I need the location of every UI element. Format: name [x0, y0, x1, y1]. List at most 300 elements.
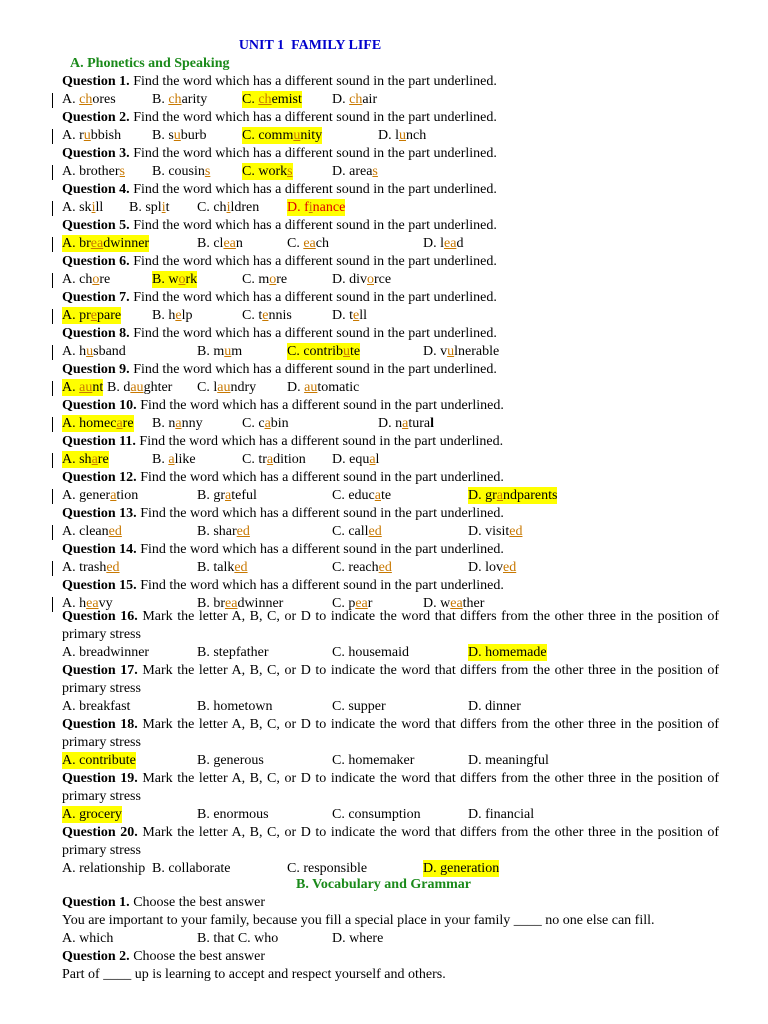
option-c[interactable]: C. supper — [332, 699, 386, 714]
option-b[interactable]: B. that C. who — [197, 931, 279, 946]
question-number: Question 1. — [62, 74, 134, 89]
option-text-part: A. br — [62, 236, 91, 251]
question-instruction: Mark the letter A, B, C, or D to indicate the word that differs from the other three in the position of primary stress — [62, 717, 719, 750]
option-text-part: pare — [97, 308, 122, 323]
option-text-part: ndry — [230, 380, 257, 395]
question-number: Question 5. — [62, 218, 134, 233]
option-text-part: burb — [180, 128, 207, 143]
option-d[interactable] — [468, 559, 516, 576]
option-c[interactable] — [197, 199, 259, 216]
option-text-part: ea — [450, 596, 463, 611]
section-b-heading: B. Vocabulary and Grammar — [296, 877, 472, 892]
option-b[interactable] — [152, 307, 192, 324]
option-text-part: B. cl — [197, 236, 224, 251]
option-text-part: ther — [462, 596, 485, 611]
option-b[interactable] — [197, 559, 248, 576]
question-prompt — [62, 824, 719, 860]
option-text-part: dwinner — [237, 596, 284, 611]
option-text-part: u — [173, 128, 181, 143]
option-text-part: ea — [86, 596, 99, 611]
option-text-part: bin — [270, 416, 289, 431]
option-text-part: air — [362, 92, 378, 107]
option-text-part: au — [217, 380, 231, 395]
option-text-part: l — [375, 452, 380, 467]
margin-change-bar — [52, 489, 53, 504]
option-d[interactable]: D. homemade — [468, 645, 547, 660]
option-d[interactable] — [423, 235, 463, 252]
option-c[interactable] — [332, 487, 391, 504]
option-text-part: arity — [181, 92, 208, 107]
option-b[interactable] — [197, 523, 250, 540]
question-prompt — [62, 770, 719, 806]
option-text-part: u — [83, 128, 91, 143]
option-d[interactable] — [468, 523, 522, 540]
option-text-part: a — [374, 488, 381, 503]
option-b[interactable] — [152, 127, 206, 144]
option-a[interactable] — [62, 487, 138, 504]
option-a[interactable] — [62, 127, 121, 144]
option-text-part: ea — [444, 236, 457, 251]
option-d[interactable] — [378, 415, 434, 432]
option-d[interactable] — [332, 91, 377, 108]
question-prompt — [62, 577, 504, 595]
option-text-part: emist — [271, 92, 302, 107]
option-text-part: re — [122, 416, 134, 431]
option-text-part: re — [99, 272, 111, 287]
question-number: Question 3. — [62, 146, 134, 161]
option-text-part: ed — [509, 524, 523, 539]
option-c[interactable]: C. responsible — [287, 861, 368, 876]
margin-change-bar — [52, 525, 53, 540]
option-text-part: B. — [152, 92, 169, 107]
option-text-part: i — [308, 200, 313, 215]
option-text-part: i — [226, 200, 231, 215]
question-instruction: Find the word which has a different sound in the part underlined. — [133, 254, 497, 269]
option-text-part: dition — [273, 452, 306, 467]
option-c[interactable] — [287, 235, 329, 252]
option-a[interactable] — [62, 163, 125, 180]
option-text-part: C. l — [197, 380, 218, 395]
option-text-part: e — [90, 308, 97, 323]
option-d[interactable] — [332, 307, 367, 324]
option-text-part: C. p — [332, 596, 356, 611]
option-c[interactable] — [242, 127, 322, 144]
option-d[interactable] — [378, 127, 426, 144]
option-text-part: C. c — [242, 416, 265, 431]
margin-change-bar — [52, 597, 53, 612]
question-number: Question 2. — [62, 110, 134, 125]
option-text-part: a — [116, 416, 123, 431]
option-text-part: D. visit — [468, 524, 510, 539]
question-prompt — [62, 253, 497, 271]
question-prompt — [62, 469, 504, 487]
option-d[interactable] — [287, 199, 345, 216]
option-text-part: B. w — [152, 272, 179, 287]
option-c[interactable]: C. homemaker — [332, 753, 415, 768]
margin-change-bar — [52, 237, 53, 252]
question-number: Question 4. — [62, 182, 134, 197]
option-d[interactable]: D. financial — [468, 807, 535, 822]
option-text-part: a — [266, 452, 274, 467]
option-text-part: a — [91, 452, 98, 467]
option-a[interactable] — [62, 199, 103, 216]
option-text-part: ed — [503, 560, 517, 575]
option-text-part: dwinner — [103, 236, 150, 251]
option-c[interactable] — [242, 307, 292, 324]
question-prompt — [62, 505, 504, 523]
margin-change-bar — [52, 345, 53, 360]
option-text-part: A. — [62, 92, 80, 107]
margin-change-bar — [52, 93, 53, 108]
section-a-heading: A. Phonetics and Speaking — [70, 56, 230, 71]
option-text-part: re — [276, 272, 288, 287]
option-text-part: nny — [181, 416, 203, 431]
question-instruction: Find the word which has a different sound in the part underlined. — [140, 470, 504, 485]
question-prompt — [62, 541, 504, 559]
question-prompt — [62, 948, 265, 966]
question-number: Question 17. — [62, 663, 143, 678]
option-d[interactable] — [423, 343, 499, 360]
option-text-part: bbish — [90, 128, 122, 143]
option-text-part: D. equ — [332, 452, 370, 467]
option-text-part: ch — [349, 92, 363, 107]
option-text-part: nance — [312, 200, 346, 215]
option-text-part: B. m — [197, 344, 225, 359]
option-c[interactable]: C. consumption — [332, 807, 421, 822]
margin-change-bar — [52, 417, 53, 432]
option-text-part: d — [456, 236, 464, 251]
option-text-part: s — [287, 164, 293, 179]
option-text-part: ghter — [143, 380, 173, 395]
question-instruction: Find the word which has a different sound in the part underlined. — [133, 182, 497, 197]
option-d[interactable] — [332, 163, 378, 180]
option-a[interactable] — [62, 307, 121, 324]
question-prompt — [62, 289, 497, 307]
question-prompt — [62, 73, 497, 91]
option-b[interactable]: B. hometown — [197, 699, 273, 714]
option-text-part: au — [304, 380, 318, 395]
option-a[interactable] — [62, 559, 120, 576]
question-number: Question 16. — [62, 609, 143, 624]
option-c[interactable] — [242, 271, 287, 288]
option-text-part: C. t — [242, 308, 263, 323]
question-instruction: Choose the best answer — [133, 949, 265, 964]
question-number: Question 8. — [62, 326, 134, 341]
question-number: Question 11. — [62, 434, 140, 449]
question-instruction: Choose the best answer — [133, 895, 265, 910]
question-instruction: Mark the letter A, B, C, or D to indicate the word that differs from the other three in the position of primary stress — [62, 771, 719, 804]
option-a[interactable] — [62, 235, 149, 252]
option-c[interactable] — [242, 451, 306, 468]
question-prompt — [62, 109, 497, 127]
option-text-part: ea — [225, 596, 238, 611]
option-text-part: B. gr — [197, 488, 225, 503]
option-text-part: D. w — [423, 596, 451, 611]
option-text-part: e — [353, 308, 360, 323]
option-c[interactable] — [197, 379, 256, 396]
option-text-part: a — [496, 488, 503, 503]
option-text-part: lnerable — [454, 344, 500, 359]
option-text-part: lp — [181, 308, 193, 323]
option-text-part: A. ch — [62, 272, 93, 287]
question-instruction: Find the word which has a different sound in the part underlined. — [139, 434, 504, 449]
option-text-part: D. gr — [468, 488, 497, 503]
option-text-part: ed — [106, 560, 120, 575]
option-b[interactable] — [152, 415, 203, 432]
option-text-part: o — [178, 272, 186, 287]
option-text-part: A. h — [62, 596, 87, 611]
option-b[interactable] — [197, 487, 257, 504]
option-text-part: ea — [303, 236, 316, 251]
option-d[interactable]: D. generation — [423, 861, 500, 876]
question-prompt — [62, 433, 503, 451]
option-text-part: t — [165, 200, 170, 215]
option-text-part: D. l — [423, 236, 444, 251]
option-text-part: B. n — [152, 416, 176, 431]
margin-change-bar — [52, 273, 53, 288]
option-text-part: re — [97, 452, 109, 467]
option-text-part: u — [399, 128, 406, 143]
option-text-part: tion — [116, 488, 139, 503]
option-text-part: A. h — [62, 344, 87, 359]
margin-change-bar — [52, 165, 53, 180]
option-text-part: i — [91, 200, 96, 215]
question-prompt — [62, 325, 497, 343]
option-text-part: u — [86, 344, 94, 359]
option-text-part: nity — [300, 128, 323, 143]
option-b[interactable] — [107, 379, 172, 396]
option-text-part: vy — [98, 596, 113, 611]
option-text-part: a — [402, 416, 409, 431]
option-a[interactable] — [62, 379, 103, 396]
option-text-part: m — [231, 344, 243, 359]
question-number: Question 12. — [62, 470, 141, 485]
option-b[interactable]: B. enormous — [197, 807, 269, 822]
option-c[interactable] — [332, 523, 382, 540]
option-d[interactable] — [332, 451, 379, 468]
option-text-part: e — [262, 308, 269, 323]
question-prompt — [62, 608, 719, 644]
option-text-part: B. talk — [197, 560, 235, 575]
question-instruction: Find the word which has a different sound in the part underlined. — [133, 362, 497, 377]
option-text-part: ch — [315, 236, 329, 251]
option-a[interactable]: A. grocery — [62, 807, 122, 822]
option-text-part: D. area — [332, 164, 373, 179]
option-text-part: ed — [378, 560, 392, 575]
option-text-part: rk — [185, 272, 198, 287]
option-text-part: s — [204, 164, 211, 179]
question-number: Question 10. — [62, 398, 141, 413]
margin-change-bar — [52, 381, 53, 396]
option-text-part: D. t — [332, 308, 353, 323]
option-text-part: C. call — [332, 524, 369, 539]
option-text-part: C. m — [242, 272, 270, 287]
option-text-part: C. — [242, 92, 259, 107]
option-text-part: ea — [355, 596, 368, 611]
option-c[interactable] — [242, 163, 293, 180]
question-number: Question 6. — [62, 254, 134, 269]
option-a[interactable] — [62, 271, 110, 288]
option-text-part: nch — [406, 128, 427, 143]
option-a[interactable]: A. contribute — [62, 753, 136, 768]
option-c[interactable] — [242, 91, 302, 108]
option-text-part: C. educ — [332, 488, 375, 503]
question-sentence: Part of ____ up is learning to accept and respect yourself and others. — [62, 967, 446, 982]
unit-title: UNIT 1 FAMILY LIFE — [238, 38, 382, 53]
margin-change-bar — [52, 453, 53, 468]
option-text-part: tura — [408, 416, 431, 431]
option-text-part: C. work — [242, 164, 288, 179]
option-text-part: B. — [152, 452, 169, 467]
option-text-part: teful — [231, 488, 257, 503]
question-number: Question 20. — [62, 825, 143, 840]
option-text-part: ch — [79, 92, 93, 107]
option-text-part: ed — [368, 524, 382, 539]
option-text-part: sband — [93, 344, 126, 359]
option-a[interactable] — [62, 343, 126, 360]
question-instruction: Mark the letter A, B, C, or D to indicate the word that differs from the other three in the position of primary stress — [62, 825, 719, 858]
question-prompt — [62, 361, 497, 379]
option-text-part: D. l — [378, 128, 399, 143]
option-a[interactable]: A. which — [62, 931, 114, 946]
option-text-part: D. v — [423, 344, 448, 359]
option-text-part: A. homec — [62, 416, 117, 431]
option-text-part: B. br — [197, 596, 225, 611]
option-b[interactable]: B. collaborate — [152, 861, 231, 876]
option-b[interactable] — [152, 163, 210, 180]
option-b[interactable] — [152, 91, 207, 108]
option-b[interactable] — [197, 343, 242, 360]
option-b[interactable] — [152, 271, 197, 288]
option-text-part: l — [430, 416, 434, 431]
option-text-part: a — [168, 452, 175, 467]
option-a[interactable] — [62, 523, 122, 540]
option-text-part: ndparents — [503, 488, 558, 503]
option-d[interactable] — [468, 487, 557, 504]
option-text-part: i — [161, 200, 166, 215]
option-text-part: A. brother — [62, 164, 120, 179]
question-number: Question 1. — [62, 895, 134, 910]
option-b[interactable]: B. generous — [197, 753, 264, 768]
option-d[interactable] — [287, 379, 359, 396]
question-prompt — [62, 145, 497, 163]
question-number: Question 14. — [62, 542, 141, 557]
option-text-part: a — [225, 488, 232, 503]
option-text-part: A. clean — [62, 524, 109, 539]
option-text-part: A. pr — [62, 308, 91, 323]
question-prompt — [62, 662, 719, 698]
option-text-part: B. spl — [129, 200, 162, 215]
question-instruction: Find the word which has a different sound in the part underlined. — [133, 110, 497, 125]
option-a[interactable] — [62, 415, 134, 432]
option-text-part: B. shar — [197, 524, 237, 539]
option-d[interactable] — [332, 271, 391, 288]
question-instruction: Find the word which has a different sound in the part underlined. — [133, 326, 497, 341]
option-text-part: ch — [168, 92, 182, 107]
option-text-part: ed — [234, 560, 248, 575]
option-a[interactable] — [62, 451, 109, 468]
question-number: Question 15. — [62, 578, 141, 593]
question-instruction: Mark the letter A, B, C, or D to indicate the word that differs from the other three in the position of primary stress — [62, 609, 719, 642]
question-prompt — [62, 716, 719, 752]
option-text-part: nnis — [268, 308, 292, 323]
option-b[interactable]: B. stepfather — [197, 645, 269, 660]
option-c[interactable]: D. where — [332, 931, 384, 946]
option-text-part: ed — [108, 524, 122, 539]
option-b[interactable] — [152, 451, 196, 468]
option-text-part: A. — [62, 380, 80, 395]
option-text-part: te — [380, 488, 392, 503]
option-text-part: D. n — [378, 416, 403, 431]
option-c[interactable]: C. housemaid — [332, 645, 409, 660]
option-text-part: C. tr — [242, 452, 267, 467]
option-text-part: a — [369, 452, 376, 467]
option-text-part: C. — [287, 236, 304, 251]
question-instruction: Find the word which has a different sound in the part underlined. — [140, 506, 504, 521]
question-instruction: Find the word which has a different sound in the part underlined. — [133, 218, 497, 233]
option-text-part: like — [174, 452, 196, 467]
option-text-part: C. contrib — [287, 344, 343, 359]
option-text-part: e — [175, 308, 182, 323]
question-prompt — [62, 181, 497, 199]
option-text-part: tomatic — [317, 380, 360, 395]
option-a[interactable]: A. relationship — [62, 861, 146, 876]
option-text-part: B. h — [152, 308, 176, 323]
question-number: Question 7. — [62, 290, 134, 305]
option-text-part: o — [92, 272, 100, 287]
option-text-part: s — [372, 164, 378, 179]
margin-change-bar — [52, 129, 53, 144]
option-d[interactable]: D. dinner — [468, 699, 521, 714]
option-text-part: A. trash — [62, 560, 107, 575]
option-text-part: ed — [236, 524, 250, 539]
question-instruction: Find the word which has a different sound in the part underlined. — [133, 290, 497, 305]
option-text-part: D. — [287, 380, 305, 395]
option-c[interactable] — [242, 415, 289, 432]
option-b[interactable] — [197, 235, 243, 252]
option-text-part: rce — [374, 272, 392, 287]
option-a[interactable]: A. breakfast — [62, 699, 131, 714]
option-text-part: B. d — [107, 380, 131, 395]
option-text-part: ores — [92, 92, 116, 107]
option-text-part: ldren — [230, 200, 260, 215]
option-a[interactable] — [62, 91, 116, 108]
option-text-part: A. gener — [62, 488, 111, 503]
margin-change-bar — [52, 201, 53, 216]
option-text-part: ll — [359, 308, 367, 323]
option-text-part: C. reach — [332, 560, 379, 575]
option-d[interactable]: D. meaningful — [468, 753, 549, 768]
option-text-part: u — [343, 344, 350, 359]
option-c[interactable] — [287, 343, 360, 360]
option-text-part: C. comm — [242, 128, 294, 143]
question-sentence: You are important to your family, because you fill a special place in your family ____ no one else can fill. — [62, 913, 655, 928]
question-number: Question 2. — [62, 949, 134, 964]
question-prompt — [62, 217, 497, 235]
margin-change-bar — [52, 561, 53, 576]
option-b[interactable] — [129, 199, 169, 216]
option-c[interactable] — [332, 559, 392, 576]
question-prompt — [62, 397, 504, 415]
question-instruction: Find the word which has a different sound in the part underlined. — [140, 398, 504, 413]
option-text-part: C. ch — [197, 200, 227, 215]
question-instruction: Find the word which has a different sound in the part underlined. — [133, 74, 497, 89]
option-text-part: A. sh — [62, 452, 92, 467]
option-a[interactable]: A. breadwinner — [62, 645, 150, 660]
question-number: Question 13. — [62, 506, 141, 521]
question-number: Question 9. — [62, 362, 134, 377]
option-text-part: D. lov — [468, 560, 503, 575]
